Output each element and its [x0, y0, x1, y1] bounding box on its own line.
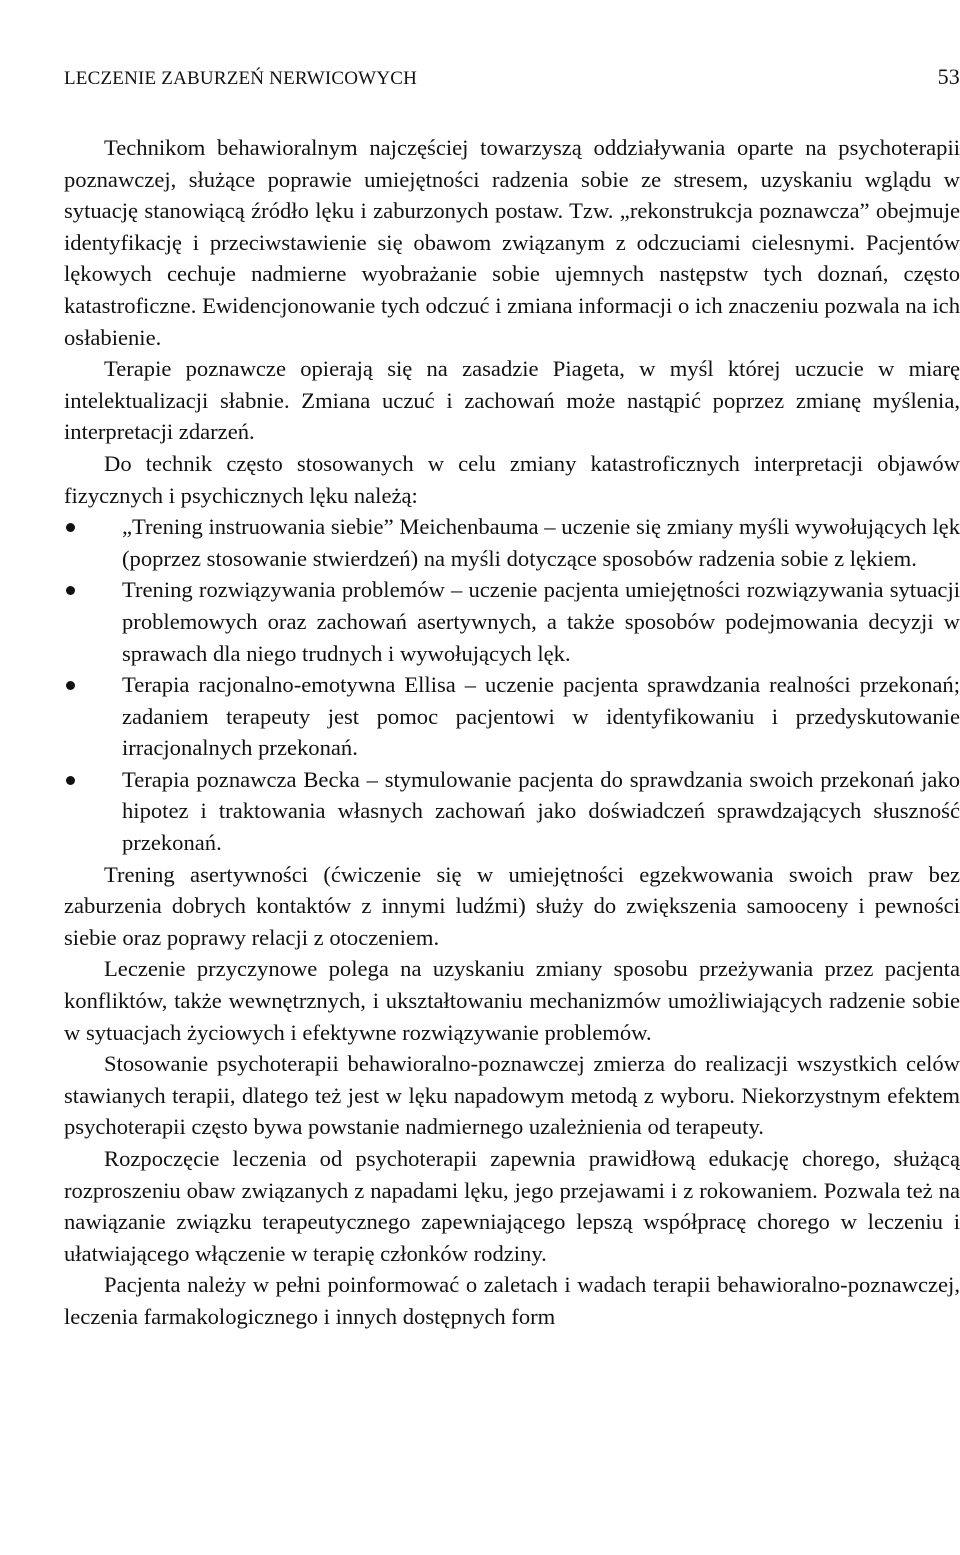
running-title: LECZENIE ZABURZEŃ NERWICOWYCH	[64, 68, 418, 89]
list-item-text: „Trening instruowania siebie” Meichenbauma – uczenie się zmiany myśli wywołujących lęk (poprzez stosowanie stwierdzeń) na myśli dotyczące sposobów radzenia sobie z lękiem.	[122, 514, 960, 571]
running-header	[64, 64, 960, 90]
list-item-text: Trening rozwiązywania problemów – uczenie pacjenta umiejętności rozwiązywania sytuacji problemowych oraz zachowań asertywnych, a także sposobów podejmowania decyzji w sprawach dla niego trudnych i wywołujących lęk.	[122, 577, 960, 666]
bullet-icon	[66, 776, 75, 785]
paragraph: Leczenie przyczynowe polega na uzyskaniu zmiany sposobu przeżywania przez pacjenta konfliktów, także wewnętrznych, i ukształtowaniu mechanizmów umożliwiających radzenie sobie w sytuacjach życiowych i efektywne rozwiązywanie problemów.	[64, 956, 960, 1045]
paragraph: Pacjenta należy w pełni poinformować o zaletach i wadach terapii behawioralno-poznawczej, leczenia farmakologicznego i innych dostępnych form	[64, 1272, 960, 1329]
paragraph: Stosowanie psychoterapii behawioralno-poznawczej zmierza do realizacji wszystkich celów stawianych terapii, dlatego też jest w lęku napadowym metodą z wyboru. Niekorzystnym efektem psychoterapii często bywa powstanie nadmiernego uzależnienia od terapeuty.	[64, 1051, 960, 1140]
list-item-text: Terapia poznawcza Becka – stymulowanie pacjenta do sprawdzania swoich przekonań jako hipotez i traktowania własnych zachowań jako doświadczeń sprawdzających słuszność przekonań.	[122, 766, 960, 856]
book-page	[64, 64, 960, 1333]
page-number: 53	[937, 64, 960, 89]
technique-list	[64, 511, 960, 859]
paragraph: Trening asertywności (ćwiczenie się w umiejętności egzekwowania swoich praw bez zaburzenia dobrych kontaktów z innymi ludźmi) służy do zwiększenia samooceny i pewności siebie oraz poprawy relacji z otoczeniem.	[64, 861, 960, 950]
list-item-text: Terapia racjonalno-emotywna Ellisa – uczenie pacjenta sprawdzania realności przekonań; zadaniem terapeuty jest pomoc pacjentowi w identyfikowaniu i przedyskutowanie irracjonalnych przekonań.	[122, 672, 960, 761]
list-item	[122, 574, 960, 669]
paragraph: Terapie poznawcze opierają się na zasadzie Piageta, w myśl której uczucie w miarę intelektualizacji słabnie. Zmiana uczuć i zachowań może nastąpić poprzez zmianę myślenia, interpretacji zdarzeń.	[64, 356, 960, 445]
bullet-icon	[66, 586, 75, 595]
paragraph: Rozpoczęcie leczenia od psychoterapii zapewnia prawidłową edukację chorego, służącą rozproszeniu obaw związanych z napadami lęku, jego przejawami i z rokowaniem. Pozwala też na nawiązanie związku terapeutycznego zapewniającego lepszą współpracę chorego w leczeniu i ułatwiającego włączenie w terapię członków rodziny.	[64, 1146, 960, 1266]
list-item	[122, 764, 960, 859]
page-body	[64, 132, 960, 1333]
bullet-icon	[66, 681, 75, 690]
list-item	[122, 511, 960, 574]
bullet-icon	[66, 523, 75, 532]
paragraph: Do technik często stosowanych w celu zmiany katastroficznych interpretacji objawów fizycznych i psychicznych lęku należą:	[64, 450, 960, 508]
paragraph: Technikom behawioralnym najczęściej towarzyszą oddziaływania oparte na psychoterapii poznawczej, służące poprawie umiejętności radzenia sobie ze stresem, uzyskaniu wglądu w sytuację stanowiącą źródło lęku i zaburzonych postaw. Tzw. „rekonstrukcja poznawcza” obejmuje identyfikację i przeciwstawienie się obawom związanym z odczuciami cielesnymi. Pacjentów lękowych cechuje nadmierne wyobrażanie sobie ujemnych następstw tych doznań, często katastroficzne. Ewidencjonowanie tych odczuć i zmiana informacji o ich znaczeniu pozwala na ich osłabienie.	[64, 135, 960, 350]
list-item	[122, 669, 960, 764]
